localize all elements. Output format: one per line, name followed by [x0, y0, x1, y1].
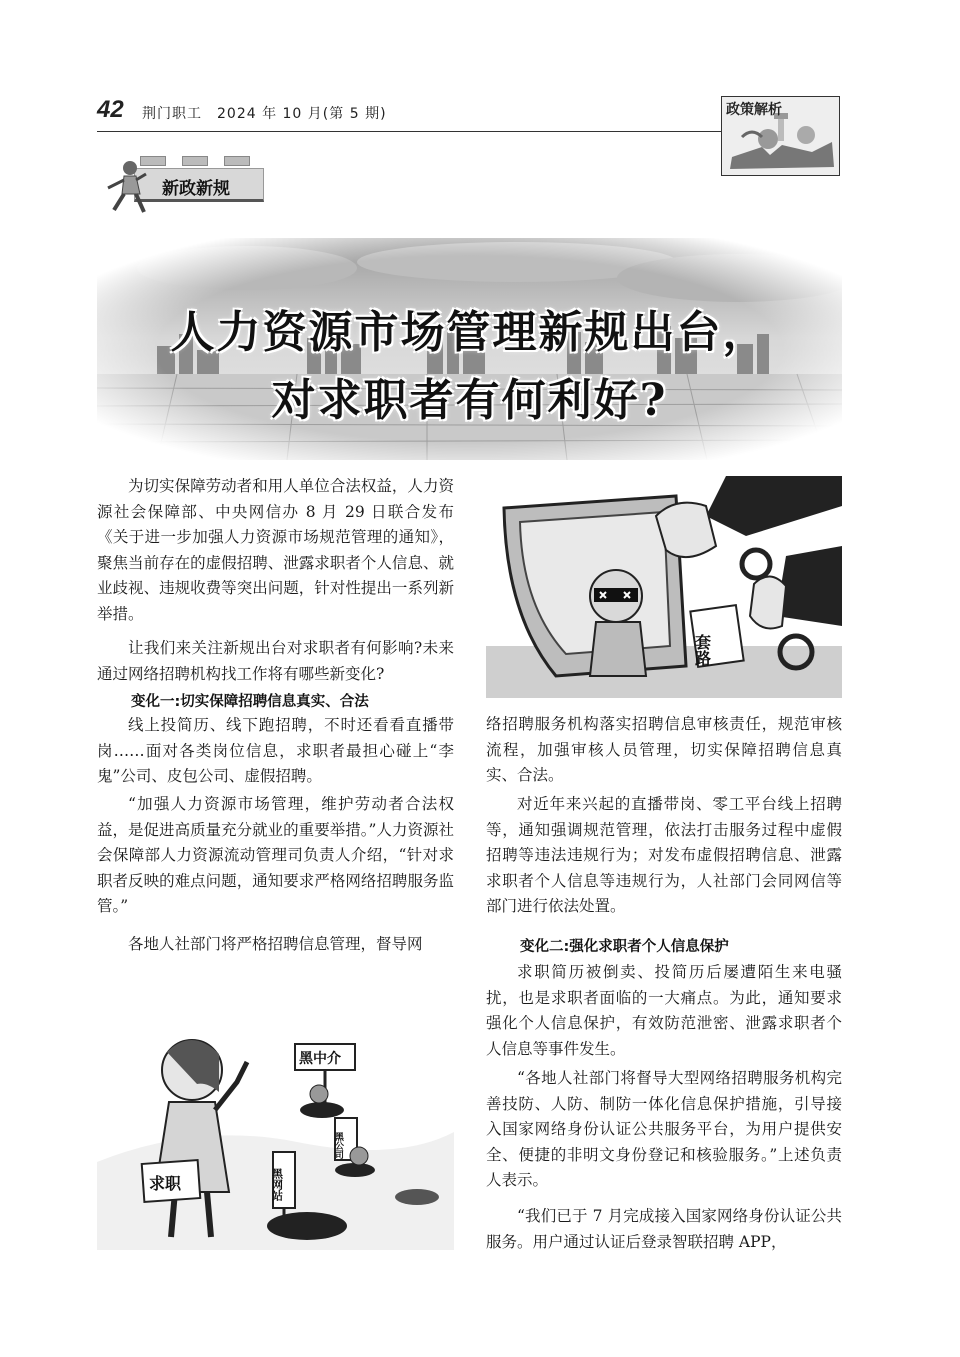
page-number: 42 [97, 96, 124, 123]
subheading: 变化二:强化求职者个人信息保护 [520, 939, 729, 955]
section-tag [100, 152, 270, 214]
sign-text: 黑网站 [270, 1168, 284, 1201]
title-banner [97, 238, 842, 460]
tag-tab [224, 156, 250, 166]
policy-analysis-badge [721, 96, 840, 176]
scam-illustration [486, 476, 842, 698]
card-text: 套路 [692, 634, 712, 666]
headline-line-1: 人力资源市场管理新规出台， [170, 307, 769, 358]
runner-figure-icon [100, 158, 150, 216]
paragraph: 线上投简历、线下跑招聘，不时还看看直播带岗……面对各类岗位信息，求职者最担心碰上“李鬼”公司、皮包公司、虚假招聘。 [97, 716, 454, 785]
paragraph: 求职简历被倒卖、投简历后屡遭陌生来电骚扰，也是求职者面临的一大痛点。为此，通知要求强化个人信息保护，有效防范泄密、泄露求职者个人信息等事件发生。 [486, 963, 842, 1058]
subheading: 变化一:切实保障招聘信息真实、合法 [131, 694, 369, 710]
paragraph: “各地人社部门将督导大型网络招聘服务机构完善技防、人防、制防一体化信息保护措施，引导接入国家网络身份认证公共服务平台，为用户提供安全、便捷的非明文身份登记和核验服务。”上述负责人表示。 [486, 1069, 842, 1189]
header-rule [97, 131, 722, 132]
headline-line-2: 对求职者有何利好? [271, 375, 668, 426]
sign-text: 黑公司 [333, 1132, 343, 1159]
job-scam-image [486, 476, 842, 698]
policy-analysis-label: 政策解析 [726, 102, 782, 118]
fake-agency-illustration [97, 1022, 454, 1250]
placard-text: 求职 [149, 1174, 182, 1193]
paragraph: 对近年来兴起的直播带岗、零工平台线上招聘等，通知强调规范管理，依法打击服务过程中虚假招聘等违法违规行为；对发布虚假招聘信息、泄露求职者个人信息等违规行为，人社部门会同网信等部门进行依法处置。 [486, 795, 842, 915]
section-tag-label: 新政新规 [162, 179, 230, 199]
paragraph: 各地人社部门将严格招聘信息管理，督导网 [128, 935, 423, 953]
paragraph: 为切实保障劳动者和用人单位合法权益，人力资源社会保障部、中央网信办 8 月 29 日联合发布《关于进一步加强人力资源市场规范管理的通知》，聚焦当前存在的虚假招聘、泄露求职者个人信息、就业歧视、违规收费等突出问题，针对性提出一系列新举措。 [97, 477, 454, 623]
sign-text: 黑中介 [299, 1051, 341, 1067]
masthead: 荆门职工 2024 年 10 月(第 5 期) [142, 106, 387, 122]
tag-tab [182, 156, 208, 166]
paragraph: “加强人力资源市场管理，维护劳动者合法权益，是促进高质量充分就业的重要举措。”人力资源社会保障部人力资源流动管理司负责人介绍，“针对求职者反映的难点问题，通知要求严格网络招聘服务监管。” [97, 795, 454, 915]
job-seeker-pitfalls-image [97, 1022, 454, 1250]
paragraph: 让我们来关注新规出台对求职者有何影响?未来通过网络招聘机构找工作将有哪些新变化? [97, 639, 454, 683]
paragraph: 络招聘服务机构落实招聘信息审核责任，规范审核流程，加强审核人员管理，切实保障招聘信息真实、合法。 [486, 715, 842, 784]
paragraph: “我们已于 7 月完成接入国家网络身份认证公共服务。用户通过认证后登录智联招聘 APP， [486, 1207, 842, 1251]
